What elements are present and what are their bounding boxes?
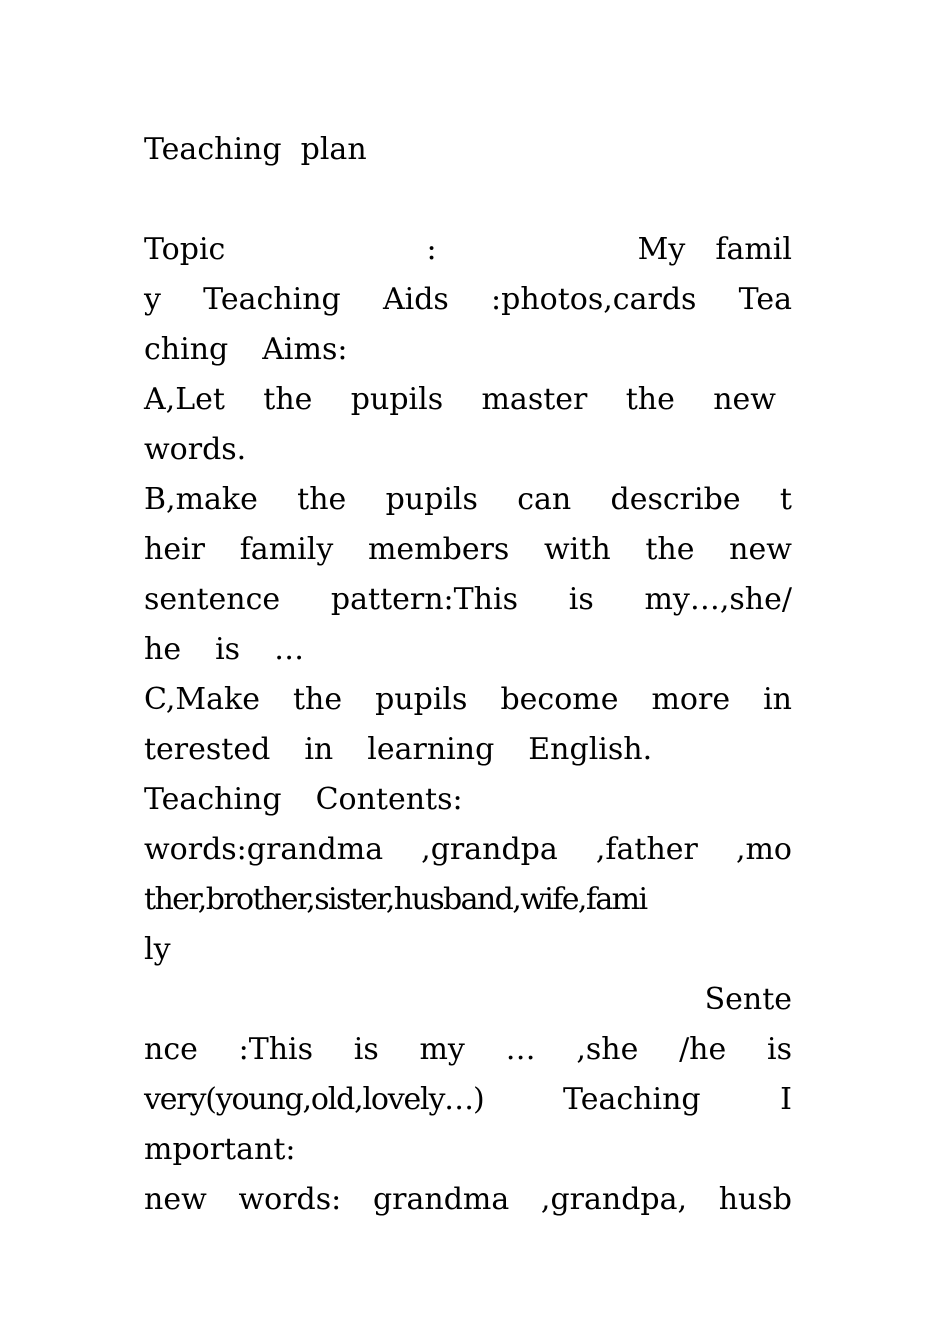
text-line: [144, 475, 792, 525]
text-line: [144, 225, 792, 275]
word: Teaching: [203, 282, 341, 317]
word: ,grandpa: [421, 832, 558, 867]
word: master: [481, 382, 588, 417]
word: pupils: [385, 482, 478, 517]
word: ching: [144, 332, 229, 367]
word: C,Make: [144, 682, 260, 717]
document-title: [144, 125, 792, 175]
text-line: [144, 875, 792, 925]
word: Teaching: [563, 1082, 701, 1117]
text-line: [144, 725, 792, 775]
word: heir: [144, 532, 206, 567]
text-line: [144, 1075, 792, 1125]
word: the: [645, 532, 695, 567]
word: ther,brother,sister,husband,wife,fami: [144, 882, 647, 917]
word: A,Let: [144, 382, 225, 417]
word: is: [568, 582, 594, 617]
word: …: [274, 632, 305, 667]
word: mportant:: [144, 1132, 296, 1167]
word: sentence: [144, 582, 281, 617]
text-line: [144, 775, 792, 825]
word: pattern:This: [330, 582, 518, 617]
word: is: [353, 1032, 379, 1067]
text-line: [144, 625, 792, 675]
word: become: [500, 682, 619, 717]
word: new: [729, 532, 792, 567]
word: nce: [144, 1032, 198, 1067]
word: :This: [238, 1032, 314, 1067]
word: pupils: [375, 682, 468, 717]
word: my…,she/: [644, 582, 792, 617]
word: English.: [528, 732, 653, 767]
word: words:: [238, 1182, 342, 1217]
text-line: [144, 525, 792, 575]
word: the: [292, 682, 343, 717]
text-line: [144, 375, 776, 425]
word: new: [144, 1182, 207, 1217]
word: the: [297, 482, 347, 517]
word: family: [239, 532, 334, 567]
word: Teaching: [144, 782, 282, 817]
word: :photos,cards: [491, 282, 697, 317]
word: Aids: [382, 282, 449, 317]
word: I: [780, 1082, 792, 1117]
word: with: [544, 532, 611, 567]
text-line: [144, 1025, 792, 1075]
word: ,she: [576, 1032, 639, 1067]
text-line: [144, 1125, 792, 1175]
text-line: [144, 975, 792, 1025]
word: is: [766, 1032, 792, 1067]
word: ly: [144, 932, 171, 967]
text-line: [144, 425, 792, 475]
word: grandma: [372, 1182, 510, 1217]
word: Topic: [144, 232, 226, 267]
word: My: [637, 232, 686, 267]
word: pupils: [350, 382, 444, 417]
word: in: [763, 682, 792, 717]
word: describe: [610, 482, 741, 517]
word: ,father: [595, 832, 698, 867]
word: ,mo: [735, 832, 792, 867]
text-line: [144, 275, 792, 325]
word: more: [651, 682, 731, 717]
text-line: [144, 575, 792, 625]
word: husb: [718, 1182, 792, 1217]
word: y: [144, 282, 161, 317]
text-line: [144, 925, 792, 975]
word: members: [367, 532, 510, 567]
word: :: [426, 232, 437, 267]
text-line: [144, 325, 792, 375]
word: Tea: [738, 282, 792, 317]
word: Sente: [704, 982, 792, 1017]
word: very(young,old,lovely…): [144, 1082, 484, 1117]
word: the: [625, 382, 675, 417]
text-line: [144, 825, 792, 875]
word: he: [144, 632, 182, 667]
title-text: Teaching plan: [144, 132, 367, 167]
word: the: [263, 382, 313, 417]
word: ,grandpa,: [540, 1182, 688, 1217]
word: Contents:: [315, 782, 463, 817]
word: B,make: [144, 482, 258, 517]
word: words.: [144, 432, 247, 467]
word: Aims:: [262, 332, 348, 367]
word: my: [419, 1032, 465, 1067]
word: /he: [679, 1032, 727, 1067]
word: …: [505, 1032, 536, 1067]
word: t: [779, 482, 792, 517]
word: can: [517, 482, 572, 517]
word: terested: [144, 732, 271, 767]
word: learning: [367, 732, 495, 767]
text-line: [144, 1175, 792, 1225]
word: in: [304, 732, 334, 767]
word: famil: [715, 232, 792, 267]
text-line: [144, 675, 792, 725]
word: new: [713, 382, 776, 417]
word: is: [215, 632, 241, 667]
word: words:grandma: [144, 832, 384, 867]
